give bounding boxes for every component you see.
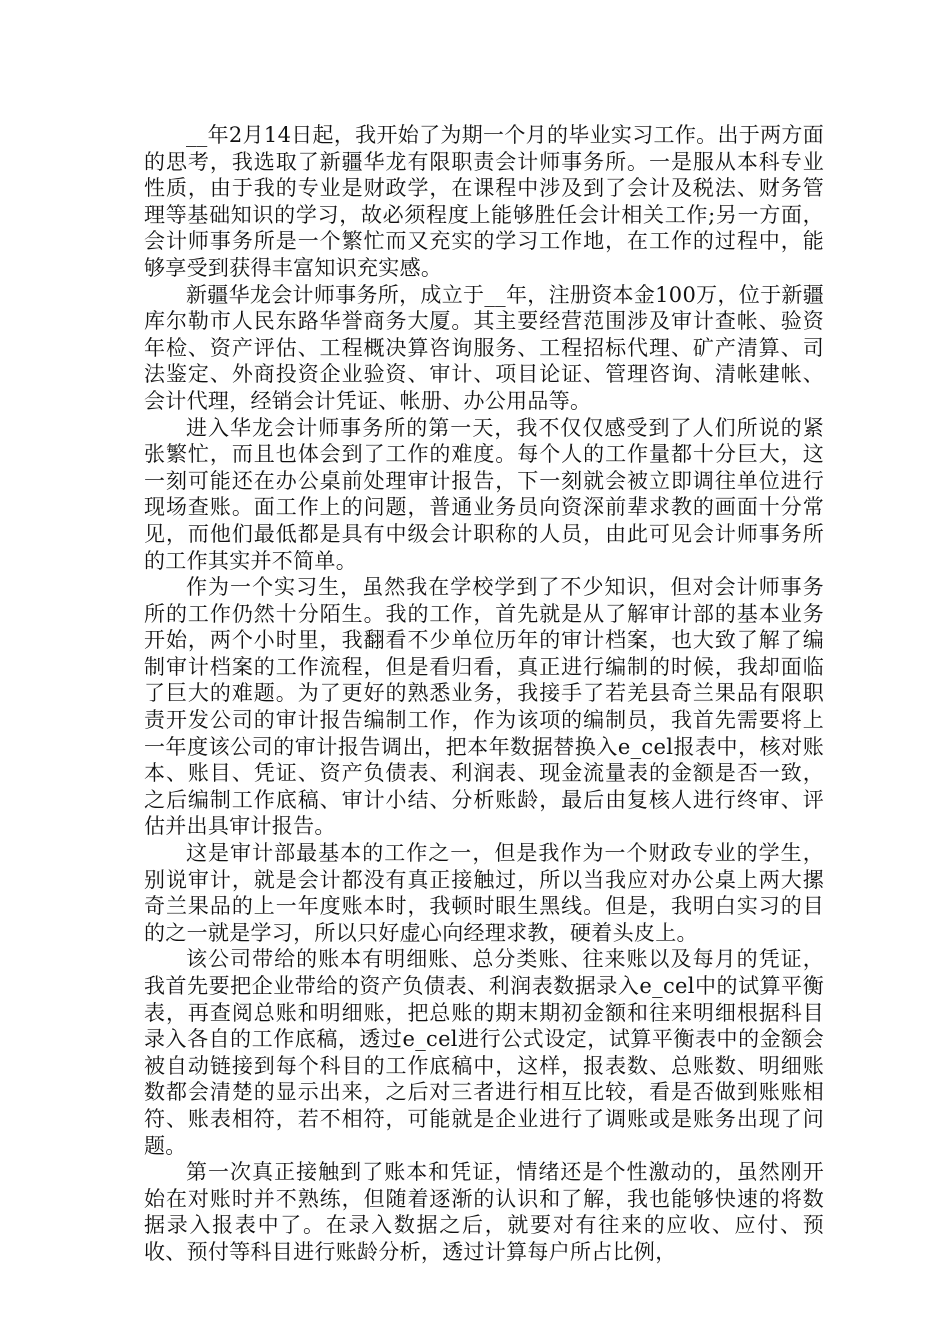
paragraph-3: 进入华龙会计师事务所的第一天，我不仅仅感受到了人们所说的紧张繁忙，而且也体会到了工作的难度。每个人的工作量都十分巨大，这一刻可能还在办公桌前处理审计报告，下一刻就会被立即调往单位进行现场查账。面工作上的问题，普通业务员向资深前辈求教的画面十分常见，而他们最低都是具有中级会计职称的人员，由此可见会计师事务所的工作其实并不简单。 (144, 415, 824, 573)
paragraph-7: 第一次真正接触到了账本和凭证，情绪还是个性激动的，虽然刚开始在对账时并不熟练，但随着逐渐的认识和了解，我也能够快速的将数据录入报表中了。在录入数据之后，就要对有往来的应收、应付、预收、预付等科目进行账龄分析，透过计算每户所占比例， (144, 1160, 824, 1264)
paragraph-5: 这是审计部最基本的工作之一，但是我作为一个财政专业的学生，别说审计，就是会计都没有真正接触过，所以当我应对办公桌上两大摞奇兰果品的上一年度账本时，我顿时眼生黑线。但是，我明白实习的目的之一就是学习，所以只好虚心向经理求教，硬着头皮上。 (144, 841, 824, 945)
document-body (144, 122, 824, 1266)
paragraph-2: 新疆华龙会计师事务所，成立于__年，注册资本金100万，位于新疆库尔勒市人民东路华誉商务大厦。其主要经营范围涉及审计查帐、验资年检、资产评估、工程概决算咨询服务、工程招标代理、矿产清算、司法鉴定、外商投资企业验资、审计、项目论证、管理咨询、清帐建帐、会计代理，经销会计凭证、帐册、办公用品等。 (144, 282, 824, 413)
paragraph-6: 该公司带给的账本有明细账、总分类账、往来账以及每月的凭证，我首先要把企业带给的资产负债表、利润表数据录入e_cel中的试算平衡表，再查阅总账和明细账，把总账的期末期初金额和往来明细根据科目录入各自的工作底稿，透过e_cel进行公式设定，试算平衡表中的金额会被自动链接到每个科目的工作底稿中，这样，报表数、总账数、明细账数都会清楚的显示出来，之后对三者进行相互比较，看是否做到账账相符、账表相符，若不相符，可能就是企业进行了调账或是账务出现了问题。 (144, 947, 824, 1158)
paragraph-4: 作为一个实习生，虽然我在学校学到了不少知识，但对会计师事务所的工作仍然十分陌生。我的工作，首先就是从了解审计部的基本业务开始，两个小时里，我翻看不少单位历年的审计档案，也大致了解了编制审计档案的工作流程，但是看归看，真正进行编制的时候，我却面临了巨大的难题。为了更好的熟悉业务，我接手了若羌县奇兰果品有限职责开发公司的审计报告编制工作，作为该项的编制员，我首先需要将上一年度该公司的审计报告调出，把本年数据替换入e_cel报表中，核对账本、账目、凭证、资产负债表、利润表、现金流量表的金额是否一致，之后编制工作底稿、审计小结、分析账龄，最后由复核人进行终审、评估并出具审计报告。 (144, 575, 824, 839)
paragraph-1: __年2月14日起，我开始了为期一个月的毕业实习工作。出于两方面的思考，我选取了新疆华龙有限职责会计师事务所。一是服从本科专业性质，由于我的专业是财政学，在课程中涉及到了会计及税法、财务管理等基础知识的学习，故必须程度上能够胜任会计相关工作;另一方面，会计师事务所是一个繁忙而又充实的学习工作地，在工作的过程中，能够享受到获得丰富知识充实感。 (144, 123, 824, 280)
